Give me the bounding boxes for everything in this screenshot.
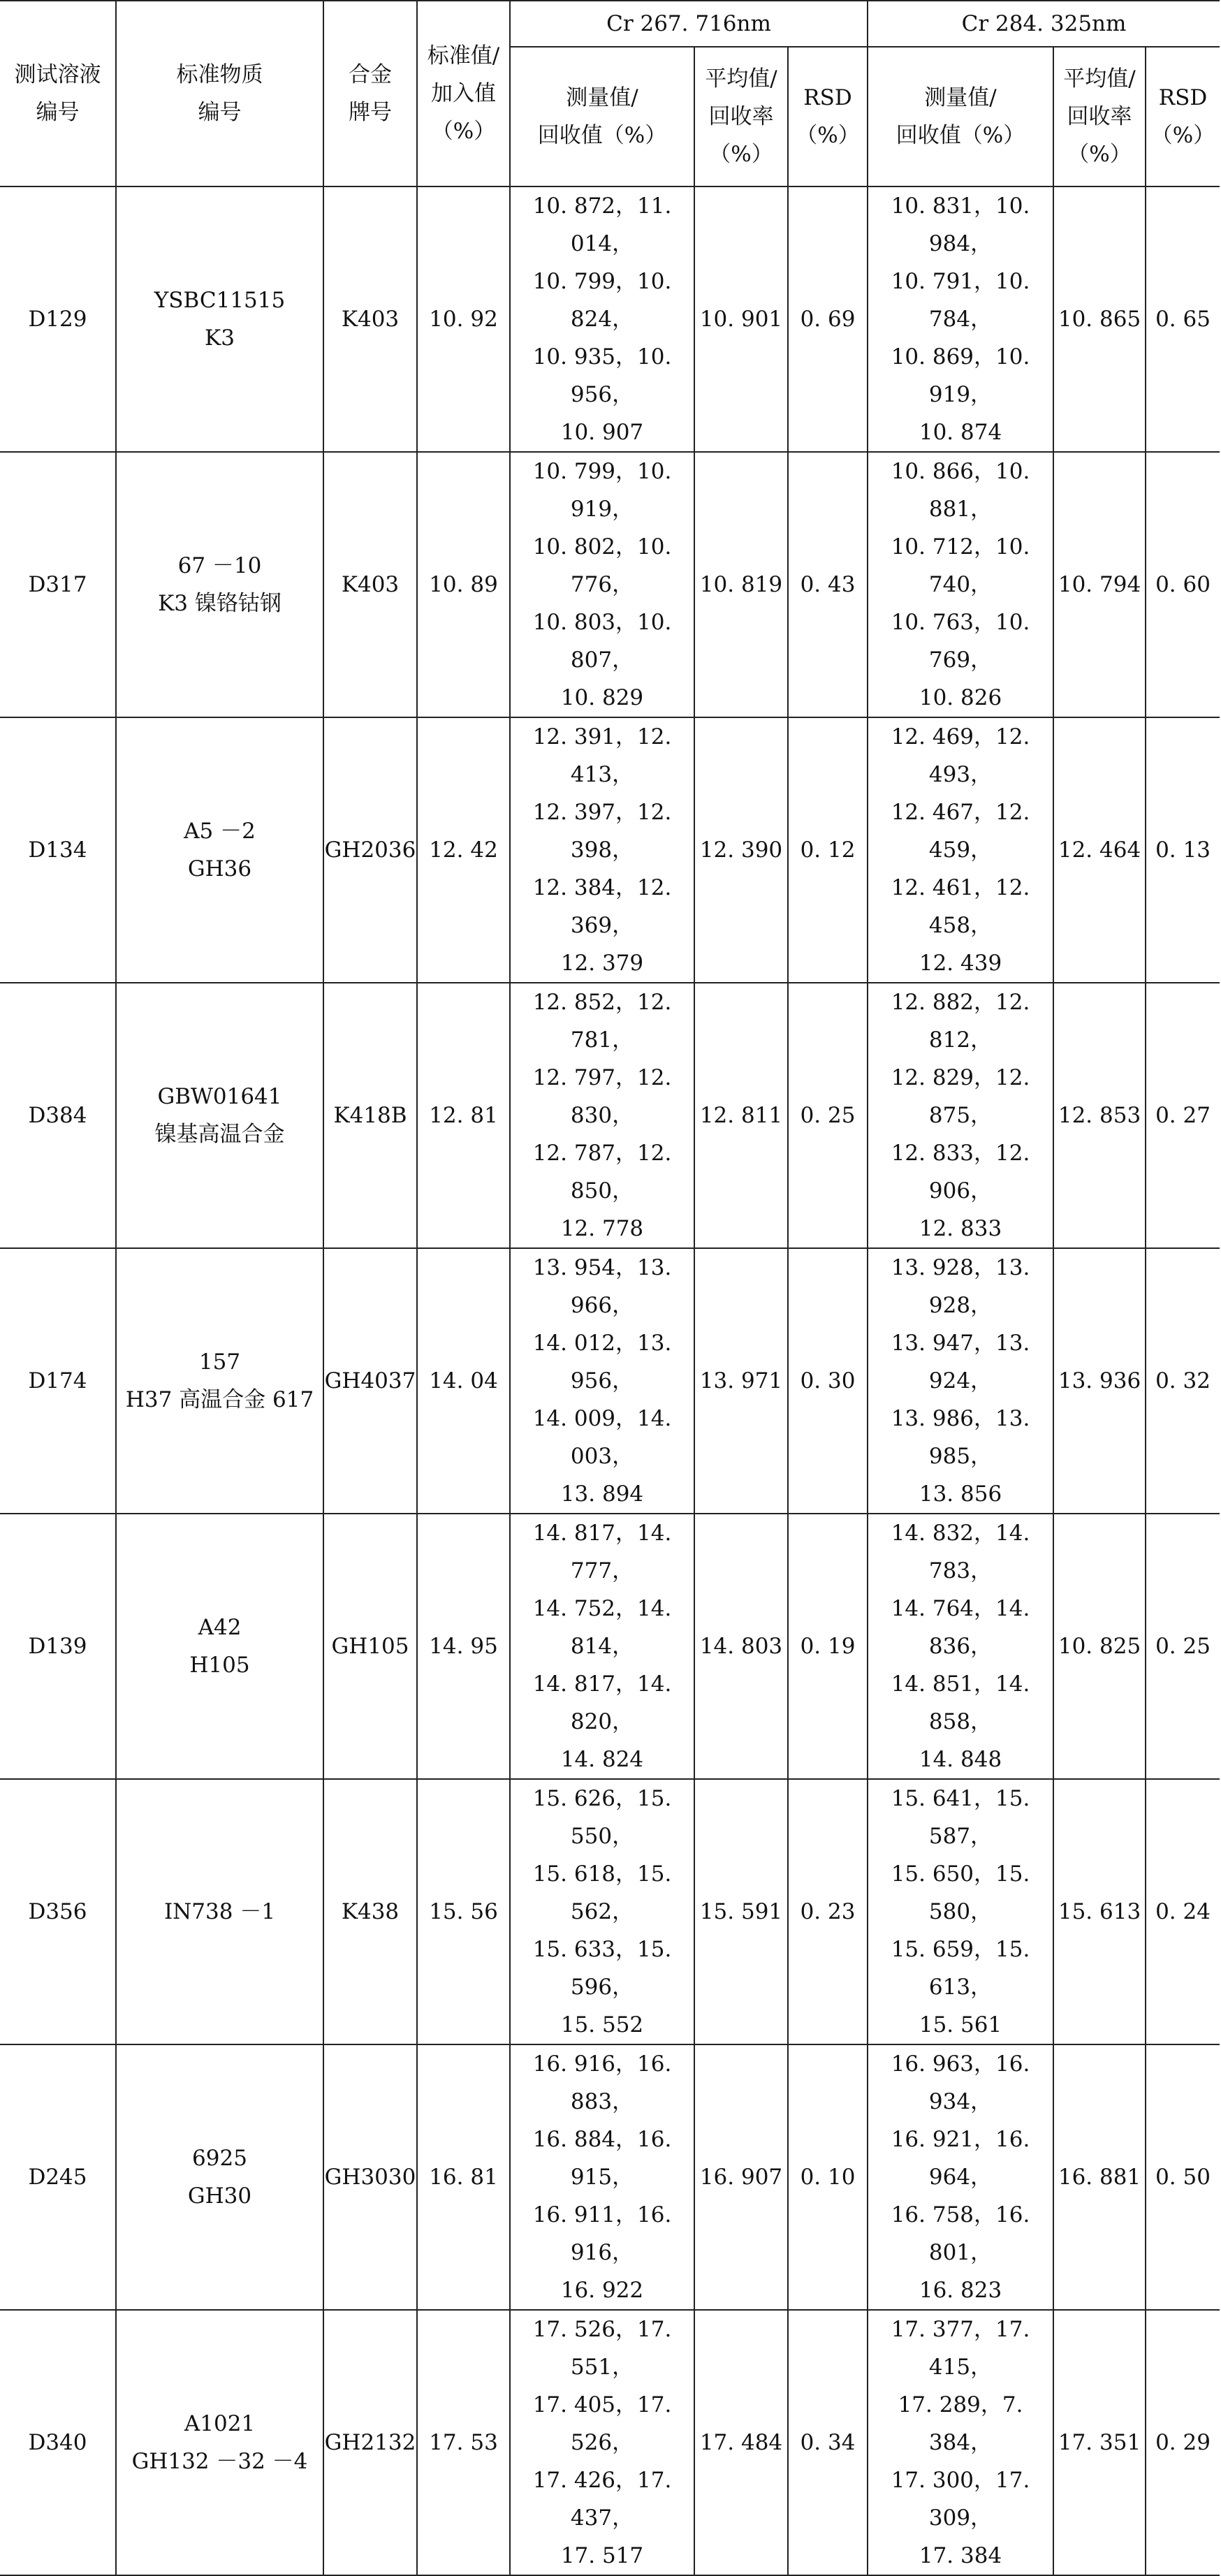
measured-values-284-cell: 15. 641，15. 587， 15. 650，15. 580， 15. 659，15. 613， 15. 561 (868, 1779, 1053, 2044)
standard-id-cell: A5 －2 GH36 (116, 717, 323, 983)
standard-id-cell: YSBC11515 K3 (116, 186, 323, 452)
header-group-cr-284: Cr 284. 325nm (868, 1, 1220, 47)
standard-value-cell: 12. 42 (417, 717, 510, 983)
alloy-grade-cell: GH3030 (323, 2044, 417, 2310)
measured-values-267-cell: 16. 916，16. 883， 16. 884，16. 915， 16. 911，16. 916， 16. 922 (510, 2044, 694, 2310)
header-mean-1: 平均值/ 回收率 （%） (694, 47, 788, 186)
mean-284-cell: 13. 936 (1053, 1248, 1146, 1514)
standard-value-cell: 17. 53 (417, 2310, 510, 2575)
measured-values-284-cell: 10. 831，10. 984， 10. 791，10. 784， 10. 869，10. 919， 10. 874 (868, 186, 1053, 452)
table-row (0, 983, 1220, 1248)
header-standard-value: 标准值/ 加入值 （%） (417, 1, 510, 186)
measured-values-267-cell: 13. 954，13. 966， 14. 012，13. 956， 14. 009，14. 003， 13. 894 (510, 1248, 694, 1514)
rsd-284-cell: 0. 27 (1146, 983, 1220, 1248)
measured-values-284-cell: 10. 866，10. 881， 10. 712，10. 740， 10. 763，10. 769， 10. 826 (868, 452, 1053, 717)
rsd-267-cell: 0. 25 (788, 983, 868, 1248)
solution-id-cell: D245 (0, 2044, 116, 2310)
measured-values-284-cell: 17. 377，17. 415， 17. 289，7. 384， 17. 300，17. 309， 17. 384 (868, 2310, 1053, 2575)
rsd-267-cell: 0. 69 (788, 186, 868, 452)
table-row (0, 1779, 1220, 2044)
solution-id-cell: D317 (0, 452, 116, 717)
mean-284-cell: 10. 865 (1053, 186, 1146, 452)
standard-value-cell: 16. 81 (417, 2044, 510, 2310)
measured-values-267-cell: 15. 626，15. 550， 15. 618，15. 562， 15. 633，15. 596， 15. 552 (510, 1779, 694, 2044)
mean-267-cell: 10. 819 (694, 452, 788, 717)
table-row (0, 1248, 1220, 1514)
mean-284-cell: 16. 881 (1053, 2044, 1146, 2310)
mean-267-cell: 13. 971 (694, 1248, 788, 1514)
measured-values-284-cell: 13. 928，13. 928， 13. 947，13. 924， 13. 986，13. 985， 13. 856 (868, 1248, 1053, 1514)
rsd-267-cell: 0. 23 (788, 1779, 868, 2044)
mean-267-cell: 14. 803 (694, 1514, 788, 1779)
table-row (0, 2044, 1220, 2310)
standard-id-cell: A1021 GH132 －32 －4 (116, 2310, 323, 2575)
alloy-grade-cell: GH2132 (323, 2310, 417, 2575)
mean-284-cell: 15. 613 (1053, 1779, 1146, 2044)
header-rsd-1: RSD （%） (788, 47, 868, 186)
standard-value-cell: 14. 95 (417, 1514, 510, 1779)
rsd-267-cell: 0. 30 (788, 1248, 868, 1514)
mean-267-cell: 10. 901 (694, 186, 788, 452)
table-body (0, 186, 1220, 2575)
alloy-grade-cell: K418B (323, 983, 417, 1248)
alloy-grade-cell: GH2036 (323, 717, 417, 983)
measured-values-284-cell: 14. 832，14. 783， 14. 764，14. 836， 14. 851，14. 858， 14. 848 (868, 1514, 1053, 1779)
table-row (0, 186, 1220, 452)
solution-id-cell: D129 (0, 186, 116, 452)
measured-values-267-cell: 12. 852，12. 781， 12. 797，12. 830， 12. 787，12. 850， 12. 778 (510, 983, 694, 1248)
table-row (0, 2310, 1220, 2575)
rsd-267-cell: 0. 12 (788, 717, 868, 983)
mean-267-cell: 12. 390 (694, 717, 788, 983)
rsd-284-cell: 0. 50 (1146, 2044, 1220, 2310)
mean-284-cell: 12. 853 (1053, 983, 1146, 1248)
mean-267-cell: 17. 484 (694, 2310, 788, 2575)
solution-id-cell: D139 (0, 1514, 116, 1779)
solution-id-cell: D340 (0, 2310, 116, 2575)
alloy-grade-cell: K403 (323, 186, 417, 452)
rsd-284-cell: 0. 32 (1146, 1248, 1220, 1514)
mean-267-cell: 15. 591 (694, 1779, 788, 2044)
header-rsd-2: RSD （%） (1146, 47, 1220, 186)
header-mean-2: 平均值/ 回收率 （%） (1053, 47, 1146, 186)
rsd-267-cell: 0. 43 (788, 452, 868, 717)
measured-values-284-cell: 16. 963，16. 934， 16. 921，16. 964， 16. 758，16. 801， 16. 823 (868, 2044, 1053, 2310)
standard-id-cell: GBW01641 镍基高温合金 (116, 983, 323, 1248)
measured-values-267-cell: 10. 799，10. 919， 10. 802，10. 776， 10. 803，10. 807， 10. 829 (510, 452, 694, 717)
solution-id-cell: D384 (0, 983, 116, 1248)
standard-value-cell: 15. 56 (417, 1779, 510, 2044)
standard-value-cell: 10. 92 (417, 186, 510, 452)
table-row (0, 717, 1220, 983)
rsd-267-cell: 0. 34 (788, 2310, 868, 2575)
measured-values-284-cell: 12. 469，12. 493， 12. 467，12. 459， 12. 461，12. 458， 12. 439 (868, 717, 1053, 983)
mean-267-cell: 12. 811 (694, 983, 788, 1248)
standard-id-cell: A42 H105 (116, 1514, 323, 1779)
measured-values-267-cell: 14. 817，14. 777， 14. 752，14. 814， 14. 817，14. 820， 14. 824 (510, 1514, 694, 1779)
mean-284-cell: 10. 794 (1053, 452, 1146, 717)
rsd-267-cell: 0. 10 (788, 2044, 868, 2310)
alloy-grade-cell: GH105 (323, 1514, 417, 1779)
header-solution-id: 测试溶液 编号 (0, 1, 116, 186)
standard-id-cell: 67 －10 K3 镍铬钴钢 (116, 452, 323, 717)
mean-284-cell: 17. 351 (1053, 2310, 1146, 2575)
alloy-grade-cell: K403 (323, 452, 417, 717)
mean-284-cell: 12. 464 (1053, 717, 1146, 983)
solution-id-cell: D134 (0, 717, 116, 983)
header-alloy-grade: 合金 牌号 (323, 1, 417, 186)
mean-267-cell: 16. 907 (694, 2044, 788, 2310)
standard-value-cell: 14. 04 (417, 1248, 510, 1514)
rsd-284-cell: 0. 24 (1146, 1779, 1220, 2044)
alloy-grade-cell: K438 (323, 1779, 417, 2044)
header-measured-2: 测量值/ 回收值（%） (868, 47, 1053, 186)
rsd-284-cell: 0. 29 (1146, 2310, 1220, 2575)
standard-id-cell: 6925 GH30 (116, 2044, 323, 2310)
solution-id-cell: D174 (0, 1248, 116, 1514)
header-group-cr-267: Cr 267. 716nm (510, 1, 868, 47)
standard-value-cell: 10. 89 (417, 452, 510, 717)
standard-id-cell: 157 H37 高温合金 617 (116, 1248, 323, 1514)
measured-values-267-cell: 17. 526，17. 551， 17. 405，17. 526， 17. 426，17. 437， 17. 517 (510, 2310, 694, 2575)
alloy-grade-cell: GH4037 (323, 1248, 417, 1514)
table-row (0, 1514, 1220, 1779)
header-standard-id: 标准物质 编号 (116, 1, 323, 186)
rsd-284-cell: 0. 25 (1146, 1514, 1220, 1779)
header-measured-1: 测量值/ 回收值（%） (510, 47, 694, 186)
measured-values-267-cell: 12. 391，12. 413， 12. 397，12. 398， 12. 384，12. 369， 12. 379 (510, 717, 694, 983)
rsd-284-cell: 0. 13 (1146, 717, 1220, 983)
solution-id-cell: D356 (0, 1779, 116, 2044)
rsd-267-cell: 0. 19 (788, 1514, 868, 1779)
measured-values-267-cell: 10. 872，11. 014， 10. 799，10. 824， 10. 935，10. 956， 10. 907 (510, 186, 694, 452)
standard-id-cell: IN738 －1 (116, 1779, 323, 2044)
rsd-284-cell: 0. 65 (1146, 186, 1220, 452)
measured-values-284-cell: 12. 882，12. 812， 12. 829，12. 875， 12. 833，12. 906， 12. 833 (868, 983, 1053, 1248)
mean-284-cell: 10. 825 (1053, 1514, 1146, 1779)
rsd-284-cell: 0. 60 (1146, 452, 1220, 717)
table-row (0, 452, 1220, 717)
standard-value-cell: 12. 81 (417, 983, 510, 1248)
